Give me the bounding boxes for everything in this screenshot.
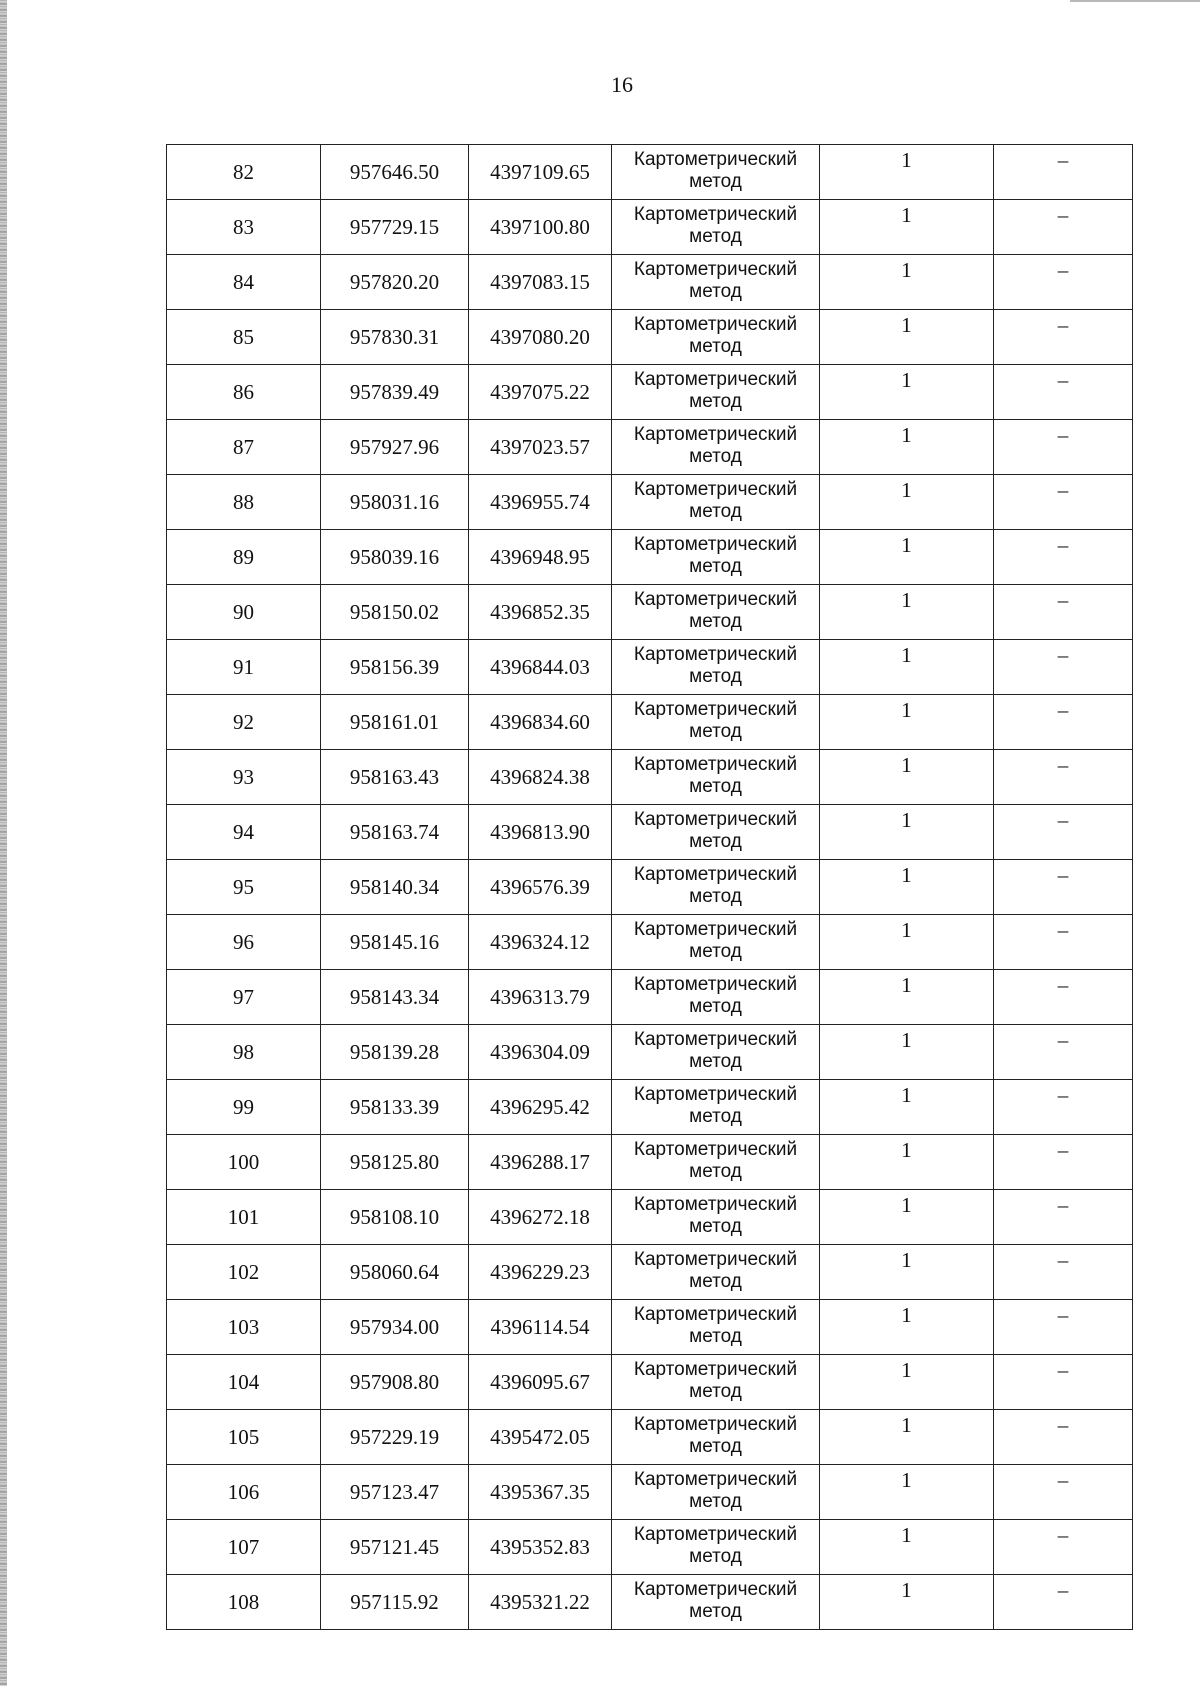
accuracy-cell: 1	[820, 310, 994, 365]
method-cell	[612, 640, 820, 695]
y-coordinate-cell: 4397109.65	[469, 145, 612, 200]
note-cell: –	[994, 1300, 1133, 1355]
method-text-line-2: метод	[689, 1271, 742, 1292]
method-cell	[612, 1190, 820, 1245]
method-text-line-2: метод	[689, 226, 742, 247]
method-cell	[612, 750, 820, 805]
x-coordinate-cell: 958163.74	[321, 805, 469, 860]
table-row	[167, 1135, 1133, 1190]
method-cell	[612, 915, 820, 970]
method-text-line-2: метод	[689, 501, 742, 522]
table-row	[167, 805, 1133, 860]
method-cell	[612, 970, 820, 1025]
y-coordinate-cell: 4396295.42	[469, 1080, 612, 1135]
method-text-line-1: Картометрический	[633, 1469, 798, 1490]
coordinates-table-body	[167, 145, 1133, 1630]
method-cell	[612, 255, 820, 310]
point-number-cell: 103	[167, 1300, 321, 1355]
note-cell: –	[994, 420, 1133, 475]
note-cell: –	[994, 1190, 1133, 1245]
accuracy-cell: 1	[820, 475, 994, 530]
note-cell: –	[994, 200, 1133, 255]
method-text-line-2: метод	[689, 831, 742, 852]
x-coordinate-cell: 957820.20	[321, 255, 469, 310]
method-text-line-2: метод	[689, 1106, 742, 1127]
method-text-line-2: метод	[689, 1161, 742, 1182]
x-coordinate-cell: 958163.43	[321, 750, 469, 805]
method-text-line-1: Картометрический	[633, 204, 798, 225]
method-text-line-2: метод	[689, 336, 742, 357]
y-coordinate-cell: 4396813.90	[469, 805, 612, 860]
method-text-line-1: Картометрический	[633, 259, 798, 280]
accuracy-cell: 1	[820, 1465, 994, 1520]
table-row	[167, 365, 1133, 420]
x-coordinate-cell: 957646.50	[321, 145, 469, 200]
table-row	[167, 1300, 1133, 1355]
table-row	[167, 695, 1133, 750]
note-cell: –	[994, 1025, 1133, 1080]
x-coordinate-cell: 957934.00	[321, 1300, 469, 1355]
note-cell: –	[994, 310, 1133, 365]
method-cell	[612, 310, 820, 365]
note-cell: –	[994, 1355, 1133, 1410]
method-cell	[612, 1135, 820, 1190]
method-text-line-1: Картометрический	[633, 809, 798, 830]
method-text-line-1: Картометрический	[633, 864, 798, 885]
method-text-line-2: метод	[689, 1546, 742, 1567]
accuracy-cell: 1	[820, 1025, 994, 1080]
table-row	[167, 750, 1133, 805]
point-number-cell: 87	[167, 420, 321, 475]
x-coordinate-cell: 958039.16	[321, 530, 469, 585]
method-text-line-1: Картометрический	[633, 644, 798, 665]
point-number-cell: 86	[167, 365, 321, 420]
point-number-cell: 106	[167, 1465, 321, 1520]
note-cell: –	[994, 1245, 1133, 1300]
y-coordinate-cell: 4396948.95	[469, 530, 612, 585]
x-coordinate-cell: 957229.19	[321, 1410, 469, 1465]
y-coordinate-cell: 4397100.80	[469, 200, 612, 255]
point-number-cell: 99	[167, 1080, 321, 1135]
x-coordinate-cell: 957115.92	[321, 1575, 469, 1630]
method-text-line-1: Картометрический	[633, 1524, 798, 1545]
accuracy-cell: 1	[820, 1080, 994, 1135]
x-coordinate-cell: 958139.28	[321, 1025, 469, 1080]
method-text-line-1: Картометрический	[633, 424, 798, 445]
method-text-line-2: метод	[689, 1601, 742, 1622]
method-text-line-2: метод	[689, 1051, 742, 1072]
method-cell	[612, 1575, 820, 1630]
table-row	[167, 1245, 1133, 1300]
x-coordinate-cell: 958140.34	[321, 860, 469, 915]
method-text-line-2: метод	[689, 666, 742, 687]
x-coordinate-cell: 957839.49	[321, 365, 469, 420]
note-cell: –	[994, 145, 1133, 200]
point-number-cell: 91	[167, 640, 321, 695]
note-cell: –	[994, 365, 1133, 420]
accuracy-cell: 1	[820, 805, 994, 860]
x-coordinate-cell: 957121.45	[321, 1520, 469, 1575]
accuracy-cell: 1	[820, 1575, 994, 1630]
y-coordinate-cell: 4395472.05	[469, 1410, 612, 1465]
x-coordinate-cell: 958143.34	[321, 970, 469, 1025]
point-number-cell: 95	[167, 860, 321, 915]
accuracy-cell: 1	[820, 255, 994, 310]
accuracy-cell: 1	[820, 695, 994, 750]
accuracy-cell: 1	[820, 365, 994, 420]
scan-edge-shadow	[0, 0, 7, 1686]
y-coordinate-cell: 4395321.22	[469, 1575, 612, 1630]
table-row	[167, 200, 1133, 255]
coordinates-table	[166, 144, 1133, 1630]
method-text-line-1: Картометрический	[633, 754, 798, 775]
x-coordinate-cell: 957830.31	[321, 310, 469, 365]
table-row	[167, 1190, 1133, 1245]
point-number-cell: 96	[167, 915, 321, 970]
accuracy-cell: 1	[820, 145, 994, 200]
method-text-line-2: метод	[689, 1436, 742, 1457]
table-row	[167, 255, 1133, 310]
table-row	[167, 915, 1133, 970]
table-row	[167, 1520, 1133, 1575]
y-coordinate-cell: 4396844.03	[469, 640, 612, 695]
note-cell: –	[994, 860, 1133, 915]
note-cell: –	[994, 640, 1133, 695]
y-coordinate-cell: 4396852.35	[469, 585, 612, 640]
x-coordinate-cell: 958133.39	[321, 1080, 469, 1135]
y-coordinate-cell: 4395367.35	[469, 1465, 612, 1520]
method-text-line-2: метод	[689, 941, 742, 962]
point-number-cell: 104	[167, 1355, 321, 1410]
accuracy-cell: 1	[820, 970, 994, 1025]
x-coordinate-cell: 958150.02	[321, 585, 469, 640]
accuracy-cell: 1	[820, 1300, 994, 1355]
x-coordinate-cell: 957729.15	[321, 200, 469, 255]
y-coordinate-cell: 4396834.60	[469, 695, 612, 750]
method-text-line-1: Картометрический	[633, 589, 798, 610]
accuracy-cell: 1	[820, 915, 994, 970]
note-cell: –	[994, 695, 1133, 750]
note-cell: –	[994, 970, 1133, 1025]
method-text-line-2: метод	[689, 886, 742, 907]
table-row	[167, 970, 1133, 1025]
y-coordinate-cell: 4396095.67	[469, 1355, 612, 1410]
scan-edge-top-line	[1070, 0, 1200, 2]
accuracy-cell: 1	[820, 1135, 994, 1190]
y-coordinate-cell: 4397080.20	[469, 310, 612, 365]
table-row	[167, 530, 1133, 585]
method-text-line-1: Картометрический	[633, 1029, 798, 1050]
x-coordinate-cell: 957908.80	[321, 1355, 469, 1410]
table-row	[167, 1355, 1133, 1410]
x-coordinate-cell: 957123.47	[321, 1465, 469, 1520]
table-row	[167, 475, 1133, 530]
point-number-cell: 107	[167, 1520, 321, 1575]
table-row	[167, 1080, 1133, 1135]
method-cell	[612, 695, 820, 750]
table-row	[167, 1465, 1133, 1520]
method-cell	[612, 585, 820, 640]
method-text-line-2: метод	[689, 1326, 742, 1347]
method-text-line-2: метод	[689, 171, 742, 192]
y-coordinate-cell: 4395352.83	[469, 1520, 612, 1575]
accuracy-cell: 1	[820, 530, 994, 585]
accuracy-cell: 1	[820, 750, 994, 805]
point-number-cell: 92	[167, 695, 321, 750]
point-number-cell: 93	[167, 750, 321, 805]
y-coordinate-cell: 4396114.54	[469, 1300, 612, 1355]
method-text-line-2: метод	[689, 446, 742, 467]
method-text-line-1: Картометрический	[633, 919, 798, 940]
table-row	[167, 1025, 1133, 1080]
method-cell	[612, 860, 820, 915]
accuracy-cell: 1	[820, 640, 994, 695]
method-cell	[612, 1025, 820, 1080]
table-row	[167, 420, 1133, 475]
method-cell	[612, 200, 820, 255]
method-text-line-1: Картометрический	[633, 1359, 798, 1380]
note-cell: –	[994, 915, 1133, 970]
point-number-cell: 84	[167, 255, 321, 310]
accuracy-cell: 1	[820, 1410, 994, 1465]
accuracy-cell: 1	[820, 1520, 994, 1575]
page-number: 16	[611, 72, 633, 97]
point-number-cell: 82	[167, 145, 321, 200]
accuracy-cell: 1	[820, 1190, 994, 1245]
x-coordinate-cell: 958125.80	[321, 1135, 469, 1190]
method-cell	[612, 365, 820, 420]
method-text-line-2: метод	[689, 1491, 742, 1512]
accuracy-cell: 1	[820, 860, 994, 915]
y-coordinate-cell: 4397083.15	[469, 255, 612, 310]
method-text-line-2: метод	[689, 776, 742, 797]
method-text-line-2: метод	[689, 281, 742, 302]
method-text-line-1: Картометрический	[633, 1579, 798, 1600]
point-number-cell: 94	[167, 805, 321, 860]
method-cell	[612, 145, 820, 200]
x-coordinate-cell: 958161.01	[321, 695, 469, 750]
method-text-line-2: метод	[689, 1381, 742, 1402]
x-coordinate-cell: 958108.10	[321, 1190, 469, 1245]
point-number-cell: 97	[167, 970, 321, 1025]
method-cell	[612, 530, 820, 585]
method-cell	[612, 1355, 820, 1410]
table-row	[167, 145, 1133, 200]
method-cell	[612, 1245, 820, 1300]
y-coordinate-cell: 4396313.79	[469, 970, 612, 1025]
accuracy-cell: 1	[820, 585, 994, 640]
note-cell: –	[994, 805, 1133, 860]
method-text-line-1: Картометрический	[633, 314, 798, 335]
method-text-line-1: Картометрический	[633, 1139, 798, 1160]
table-row	[167, 585, 1133, 640]
method-text-line-1: Картометрический	[633, 1084, 798, 1105]
note-cell: –	[994, 255, 1133, 310]
point-number-cell: 105	[167, 1410, 321, 1465]
method-text-line-1: Картометрический	[633, 534, 798, 555]
point-number-cell: 100	[167, 1135, 321, 1190]
note-cell: –	[994, 1135, 1133, 1190]
x-coordinate-cell: 958060.64	[321, 1245, 469, 1300]
method-text-line-1: Картометрический	[633, 1194, 798, 1215]
table-row	[167, 1410, 1133, 1465]
x-coordinate-cell: 958145.16	[321, 915, 469, 970]
point-number-cell: 90	[167, 585, 321, 640]
method-cell	[612, 1465, 820, 1520]
note-cell: –	[994, 1520, 1133, 1575]
method-text-line-1: Картометрический	[633, 974, 798, 995]
method-cell	[612, 805, 820, 860]
method-text-line-2: метод	[689, 391, 742, 412]
x-coordinate-cell: 958031.16	[321, 475, 469, 530]
table-row	[167, 310, 1133, 365]
note-cell: –	[994, 585, 1133, 640]
note-cell: –	[994, 1465, 1133, 1520]
method-text-line-1: Картометрический	[633, 479, 798, 500]
table-row	[167, 640, 1133, 695]
method-text-line-1: Картометрический	[633, 1414, 798, 1435]
method-text-line-2: метод	[689, 611, 742, 632]
method-text-line-1: Картометрический	[633, 1304, 798, 1325]
point-number-cell: 85	[167, 310, 321, 365]
x-coordinate-cell: 957927.96	[321, 420, 469, 475]
y-coordinate-cell: 4396955.74	[469, 475, 612, 530]
point-number-cell: 88	[167, 475, 321, 530]
point-number-cell: 83	[167, 200, 321, 255]
y-coordinate-cell: 4396229.23	[469, 1245, 612, 1300]
method-text-line-2: метод	[689, 996, 742, 1017]
note-cell: –	[994, 750, 1133, 805]
table-row	[167, 860, 1133, 915]
method-text-line-1: Картометрический	[633, 149, 798, 170]
method-text-line-2: метод	[689, 1216, 742, 1237]
x-coordinate-cell: 958156.39	[321, 640, 469, 695]
point-number-cell: 89	[167, 530, 321, 585]
point-number-cell: 102	[167, 1245, 321, 1300]
note-cell: –	[994, 1410, 1133, 1465]
y-coordinate-cell: 4396304.09	[469, 1025, 612, 1080]
method-text-line-1: Картометрический	[633, 369, 798, 390]
method-text-line-2: метод	[689, 556, 742, 577]
note-cell: –	[994, 475, 1133, 530]
y-coordinate-cell: 4396824.38	[469, 750, 612, 805]
y-coordinate-cell: 4397023.57	[469, 420, 612, 475]
method-cell	[612, 475, 820, 530]
y-coordinate-cell: 4397075.22	[469, 365, 612, 420]
accuracy-cell: 1	[820, 200, 994, 255]
note-cell: –	[994, 1575, 1133, 1630]
method-cell	[612, 420, 820, 475]
note-cell: –	[994, 530, 1133, 585]
accuracy-cell: 1	[820, 1355, 994, 1410]
point-number-cell: 101	[167, 1190, 321, 1245]
method-text-line-1: Картометрический	[633, 699, 798, 720]
note-cell: –	[994, 1080, 1133, 1135]
y-coordinate-cell: 4396288.17	[469, 1135, 612, 1190]
y-coordinate-cell: 4396576.39	[469, 860, 612, 915]
y-coordinate-cell: 4396324.12	[469, 915, 612, 970]
point-number-cell: 98	[167, 1025, 321, 1080]
method-cell	[612, 1080, 820, 1135]
y-coordinate-cell: 4396272.18	[469, 1190, 612, 1245]
accuracy-cell: 1	[820, 420, 994, 475]
method-cell	[612, 1410, 820, 1465]
point-number-cell: 108	[167, 1575, 321, 1630]
method-cell	[612, 1300, 820, 1355]
method-text-line-2: метод	[689, 721, 742, 742]
method-cell	[612, 1520, 820, 1575]
table-row	[167, 1575, 1133, 1630]
accuracy-cell: 1	[820, 1245, 994, 1300]
method-text-line-1: Картометрический	[633, 1249, 798, 1270]
